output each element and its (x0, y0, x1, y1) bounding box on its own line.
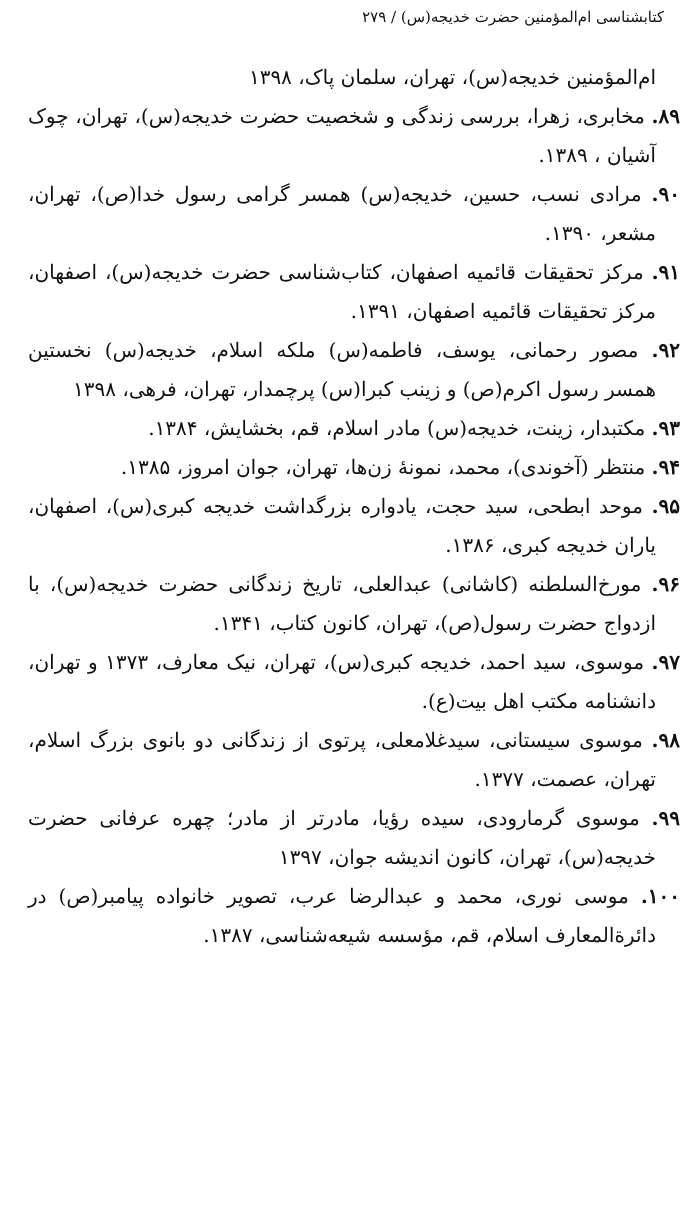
entry-number: ۹۵. (651, 494, 681, 518)
entry-number: ۹۰. (651, 182, 680, 206)
entry-text: موسوی سیستانی، سیدغلامعلی، پرتوی از زندگانی دو بانوی بزرگ اسلام، تهران، عصمت، ۱۳۷۷. (28, 728, 656, 791)
bibliography-entry-89 (28, 97, 680, 175)
entry-text: موسوی گرمارودی، سیده رؤیا، مادرتر از مادر؛ چهره عرفانی حضرت خدیجه(س)، تهران، کانون اندیشه جوان، ۱۳۹۷ (28, 806, 656, 869)
entry-number: ۹۶. (651, 572, 680, 596)
bibliography-entry-92 (28, 331, 680, 409)
bibliography-entry-94 (28, 448, 680, 487)
running-header: کتابشناسی ام‌المؤمنین حضرت خدیجه(س) / ۲۷۹ (362, 8, 664, 26)
bibliography-list (28, 58, 680, 955)
entry-number: ۹۴. (651, 455, 680, 479)
bibliography-entry-96 (28, 565, 680, 643)
bibliography-entry-90 (28, 175, 680, 253)
entry-text: موحد ابطحی، سید حجت، یادواره بزرگداشت خدیجه کبری(س)، اصفهان، یاران خدیجه کبری، ۱۳۸۶. (28, 494, 656, 557)
entry-continuation: ام‌المؤمنین خدیجه(س)، تهران، سلمان پاک، ۱۳۹۸ (248, 65, 656, 89)
bibliography-entry-93 (28, 409, 680, 448)
entry-text: مرکز تحقیقات قائمیه اصفهان، کتاب‌شناسی حضرت خدیجه(س)، اصفهان، مرکز تحقیقات قائمیه اصفهان، ۱۳۹۱. (28, 260, 656, 323)
entry-text: مصور رحمانی، یوسف، فاطمه(س) ملکه اسلام، خدیجه(س) نخستین همسر رسول اکرم(ص) و زینب کبرا(س) پرچمدار، تهران، فرهی، ۱۳۹۸ (28, 338, 656, 401)
entry-text: موسوی، سید احمد، خدیجه کبری(س)، تهران، نیک معارف، ۱۳۷۳ و تهران، دانشنامه مکتب اهل بیت(ع). (28, 650, 656, 713)
bibliography-entry-95 (28, 487, 680, 565)
entry-text: مخابری، زهرا، بررسی زندگی و شخصیت حضرت خدیجه(س)، تهران، چوک آشیان ، ۱۳۸۹. (28, 104, 656, 167)
entry-number: ۹۲. (651, 338, 680, 362)
entry-number: ۹۷. (651, 650, 680, 674)
entry-text: مورخ‌السلطنه (کاشانی) عبدالعلی، تاریخ زندگانی حضرت خدیجه(س)، با ازدواج حضرت رسول(ص)، تهران، کانون کتاب، ۱۳۴۱. (28, 572, 656, 635)
entry-number: ۹۸. (651, 728, 680, 752)
bibliography-entry-100 (28, 877, 680, 955)
bibliography-entry-97 (28, 643, 680, 721)
entry-number: ۹۳. (651, 416, 680, 440)
bibliography-entry-91 (28, 253, 680, 331)
entry-number: ۹۹. (651, 806, 680, 830)
bibliography-entry-99 (28, 799, 680, 877)
entry-number: ۸۹. (651, 104, 680, 128)
entry-text: موسی نوری، محمد و عبدالرضا عرب، تصویر خانواده پیامبر(ص) در دائرةالمعارف اسلام، قم، مؤسسه شیعه‌شناسی، ۱۳۸۷. (28, 884, 656, 947)
entry-text: مرادی نسب، حسین، خدیجه(س) همسر گرامی رسول خدا(ص)، تهران، مشعر، ۱۳۹۰. (28, 182, 656, 245)
entry-text: منتظر (آخوندی)، محمد، نمونهٔ زن‌ها، تهران، جوان امروز، ۱۳۸۵. (120, 455, 646, 479)
entry-number: ۹۱. (651, 260, 681, 284)
entry-text: مکتبدار، زینت، خدیجه(س) مادر اسلام، قم، بخشایش، ۱۳۸۴. (148, 416, 646, 440)
entry-number: ۱۰۰. (640, 884, 681, 908)
bibliography-entry-98 (28, 721, 680, 799)
